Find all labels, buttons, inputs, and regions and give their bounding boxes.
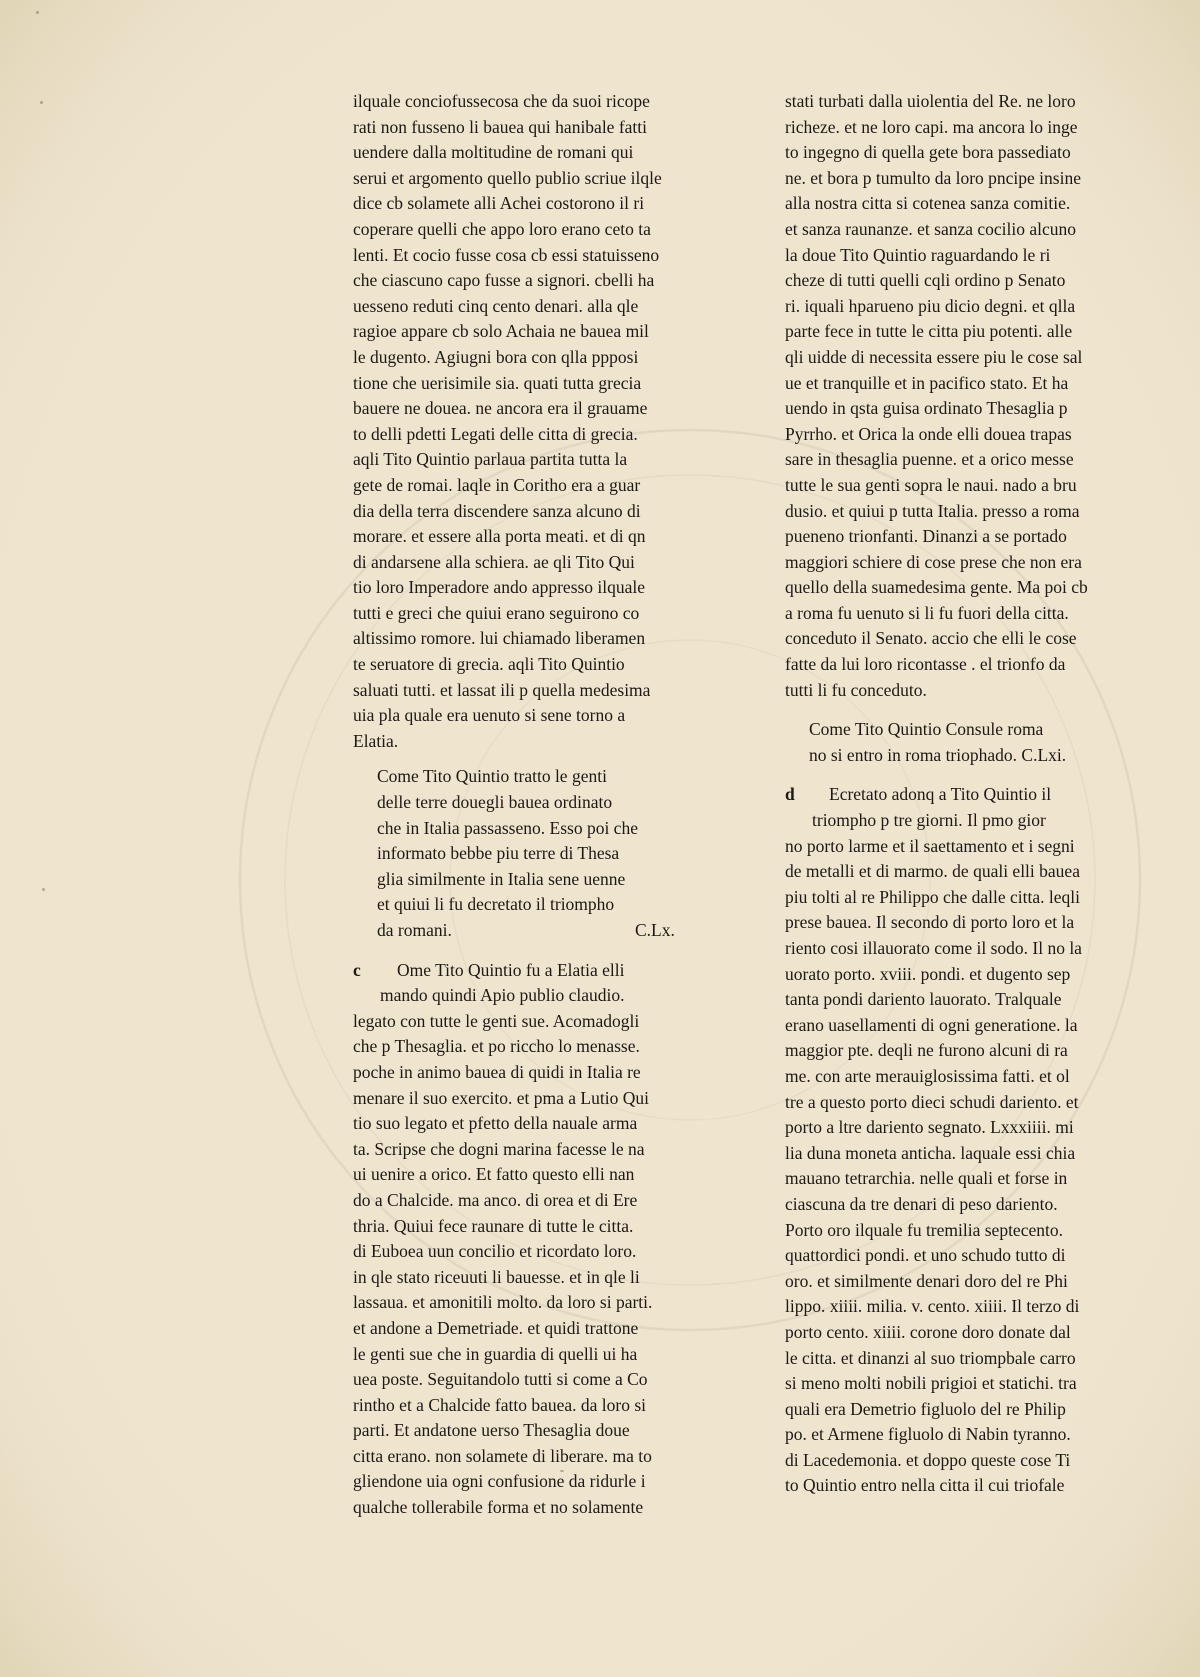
text-line: tutte le sua genti sopra le naui. nado a bru	[785, 474, 1077, 495]
text-line: di Euboea uun concilio et ricordato loro.	[353, 1241, 637, 1262]
text-line: stati turbati dalla uiolentia del Re. ne loro	[785, 91, 1076, 111]
text-line: sare in thesaglia puenne. et a orico messe	[785, 449, 1074, 470]
text-line: qualche tollerabile forma et no solamente	[353, 1497, 644, 1518]
text-line: thria. Quiui fece raunare di tutte le citta.	[353, 1215, 634, 1236]
text-line: tre a questo porto dieci schudi dariento. et	[785, 1091, 1079, 1112]
text-line: Ome Tito Quintio fu a Elatia elli	[397, 959, 625, 980]
text-line: che ciascuno capo fusse a signori. cbelli ha	[353, 270, 655, 291]
text-line: lippo. xiiii. milia. v. cento. xiiii. Il terzo di	[785, 1296, 1080, 1317]
text-line: cheze di tutti quelli cqli ordino p Senato	[785, 270, 1066, 291]
text-line: quali era Demetrio figluolo del re Philip	[785, 1398, 1066, 1419]
text-line: do a Chalcide. ma anco. di orea et di Ere	[353, 1189, 638, 1210]
text-line: piu tolti al re Philippo che dalle citta. leqli	[785, 886, 1080, 907]
ink-spot	[40, 101, 43, 104]
text-line: et sanza raunanze. et sanza cocilio alcuno	[785, 218, 1077, 239]
text-line: in qle stato riceuuti li bauesse. et in qle li	[353, 1266, 640, 1287]
text-line: che p Thesaglia. et po riccho lo menasse.	[353, 1036, 640, 1057]
text-line: to Quintio entro nella citta il cui triofale	[785, 1475, 1065, 1496]
text-line: qli uidde di necessita essere piu le cose sal	[785, 346, 1083, 367]
text-line: maggior pte. deqli ne furono alcuni di ra	[785, 1040, 1068, 1061]
text-line: legato con tutte le genti sue. Acomadogli	[353, 1010, 640, 1031]
text-line: porto cento. xiiii. corone doro donate dal	[785, 1321, 1071, 1342]
text-line: lenti. Et cocio fusse cosa cb essi statuisseno	[353, 244, 660, 265]
left-column	[353, 89, 693, 1521]
text-line: bauere ne douea. ne ancora era il grauame	[353, 398, 648, 419]
text-line: citta erano. non solamete di liberare. ma to	[353, 1445, 652, 1466]
text-line: ciascuna da tre denari di peso dariento.	[785, 1193, 1058, 1214]
spacer	[353, 754, 693, 764]
text-line: de metalli et di marmo. de quali elli bauea	[785, 861, 1080, 882]
text-line: le dugento. Agiugni bora con qlla ppposi	[353, 346, 639, 367]
right-paragraph-2	[785, 782, 1125, 1499]
text-line: uea poste. Seguitandolo tutti si come a Co	[353, 1369, 648, 1390]
text-line: me. con arte merauiglosissima fatti. et ol	[785, 1065, 1070, 1086]
text-line: la doue Tito Quintio raguardando le ri	[785, 244, 1051, 265]
heading-line: delle terre douegli bauea ordinato	[377, 792, 613, 813]
text-line: pueneno trionfanti. Dinanzi a se portado	[785, 526, 1067, 547]
text-line: to delli pdetti Legati delle citta di grecia.	[353, 423, 638, 444]
spacer	[785, 703, 1125, 717]
text-line: le genti sue che in guardia di quelli ui ha	[353, 1343, 638, 1364]
text-line: no porto larme et il saettamento et i segni	[785, 835, 1075, 856]
text-line: mando quindi Apio publio claudio.	[380, 985, 625, 1006]
heading-line: che in Italia passasseno. Esso poi che	[377, 817, 638, 838]
left-paragraph-1	[353, 89, 693, 754]
text-line: di andarsene alla schiera. ae qli Tito Qui	[353, 551, 635, 572]
heading-line: Come Tito Quintio tratto le genti	[377, 766, 607, 787]
text-line: ragioe appare cb solo Achaia ne bauea mil	[353, 321, 649, 342]
text-line: porto a ltre dariento segnato. Lxxxiiii. mi	[785, 1117, 1074, 1138]
text-line: ne. et bora p tumulto da loro pncipe insine	[785, 167, 1081, 188]
text-line: uesseno reduti cinq cento denari. alla qle	[353, 295, 639, 316]
text-line: quattordici pondi. et uno schudo tutto di	[785, 1245, 1066, 1266]
text-line: morare. et essere alla porta meati. et di qn	[353, 526, 646, 547]
text-line: tanta pondi dariento lauorato. Tralquale	[785, 989, 1062, 1010]
heading-line	[353, 918, 693, 944]
text-line: uia pla quale era uenuto si sene torno a	[353, 705, 626, 726]
text-line: uorato porto. xviii. pondi. et dugento sep	[785, 963, 1071, 984]
left-paragraph-2	[353, 958, 693, 1521]
text-line: quello della suamedesima gente. Ma poi cb	[785, 577, 1088, 598]
text-line: Pyrrho. et Orica la onde elli douea trapas	[785, 423, 1072, 444]
text-line: tutti li fu conceduto.	[785, 679, 927, 700]
right-column	[785, 89, 1125, 1499]
ink-spot	[36, 11, 39, 14]
text-line: ta. Scripse che dogni marina facesse le na	[353, 1138, 645, 1159]
heading-line: informato bebbe piu terre di Thesa	[377, 843, 620, 864]
text-line: tio suo legato et pfetto della nauale arma	[353, 1113, 638, 1134]
chapter-heading-lx	[353, 764, 693, 943]
right-paragraph-1	[785, 89, 1125, 703]
text-line: po. et Armene figluolo di Nabin tyranno.	[785, 1424, 1071, 1445]
initial-letter-guide: c	[353, 959, 361, 980]
heading-line: et quiui li fu decretato il triompho	[377, 894, 615, 915]
text-line: fatte da lui loro ricontasse . el trionfo da	[785, 654, 1066, 675]
text-line: oro. et similmente denari doro del re Phi	[785, 1270, 1068, 1291]
text-line: parti. Et andatone uerso Thesaglia doue	[353, 1420, 630, 1441]
heading-line: Come Tito Quintio Consule roma	[809, 719, 1044, 740]
text-line: saluati tutti. et lassat ili p quella medesima	[353, 679, 651, 700]
text-line: to ingegno di quella gete bora passediato	[785, 142, 1071, 163]
text-line: gliendone uia ogni confusione da ridurle i	[353, 1471, 646, 1492]
text-line: dusio. et quiui p tutta Italia. presso a roma	[785, 500, 1080, 521]
heading-line-text: da romani.	[377, 920, 452, 940]
text-line: le citta. et dinanzi al suo triompbale carro	[785, 1347, 1076, 1368]
text-line: a roma fu uenuto si li fu fuori della citta.	[785, 602, 1069, 623]
text-line: riento cosi illauorato come il sodo. Il no la	[785, 938, 1082, 958]
text-line: mauano tetrarchia. nelle quali et forse in	[785, 1168, 1068, 1189]
initial-letter-guide: d	[785, 784, 795, 805]
spacer	[785, 768, 1125, 782]
text-line: altissimo romore. lui chiamado liberamen	[353, 628, 646, 649]
text-line: ui uenire a orico. Et fatto questo elli nan	[353, 1164, 635, 1185]
chapter-number: C.Lx.	[635, 920, 675, 940]
text-line: uendere dalla moltitudine de romani qui	[353, 142, 634, 163]
text-line: uendo in qsta guisa ordinato Thesaglia p	[785, 398, 1068, 419]
text-line: tione che uerisimile sia. quati tutta grecia	[353, 372, 642, 393]
text-line: richeze. et ne loro capi. ma ancora lo inge	[785, 116, 1078, 137]
text-line: aqli Tito Quintio parlaua partita tutta la	[353, 449, 628, 470]
text-line: serui et argomento quello publio scriue ilqle	[353, 167, 662, 188]
text-line: ilquale conciofussecosa che da suoi ricope	[353, 91, 650, 111]
text-line: Elatia.	[353, 730, 399, 751]
text-line: tio loro Imperadore ando appresso ilquale	[353, 577, 646, 598]
text-line: erano uasellamenti di ogni generatione. la	[785, 1014, 1078, 1035]
text-line: Porto oro ilquale fu tremilia septecento.	[785, 1219, 1063, 1240]
text-line: ue et tranquille et in pacifico stato. Et ha	[785, 372, 1069, 393]
text-line: parte fece in tutte le citta piu potenti. alle	[785, 321, 1073, 342]
text-line: tutti e greci che quiui erano seguirono co	[353, 602, 640, 623]
text-line: dice cb solamete alli Achei costorono il ri	[353, 193, 645, 214]
ink-spot	[42, 888, 45, 891]
text-line: Ecretato adonq a Tito Quintio il	[829, 784, 1052, 805]
text-line: et andone a Demetriade. et quidi trattone	[353, 1317, 639, 1338]
text-line: ri. iquali hparueno piu dicio degni. et qlla	[785, 295, 1076, 316]
text-line: dia della terra discendere sanza alcuno di	[353, 500, 641, 521]
text-line: menare il suo exercito. et pma a Lutio Qui	[353, 1087, 649, 1108]
text-line: si meno molti nobili prigioi et statichi. tra	[785, 1373, 1077, 1394]
text-line: rintho et a Chalcide fatto bauea. da loro si	[353, 1394, 647, 1415]
text-line: poche in animo bauea di quidi in Italia re	[353, 1061, 641, 1082]
text-line: maggiori schiere di cose prese che non era	[785, 551, 1082, 572]
text-line: te seruatore di grecia. aqli Tito Quintio	[353, 654, 625, 675]
text-line: prese bauea. Il secondo di porto loro et la	[785, 912, 1075, 933]
text-line: alla nostra citta si cotenea sanza comitie.	[785, 193, 1071, 214]
text-line: triompho p tre giorni. Il pmo gior	[812, 810, 1046, 831]
heading-line: no si entro in roma triophado. C.Lxi.	[809, 744, 1067, 765]
text-line: rati non fusseno li bauea qui hanibale fatti	[353, 116, 648, 137]
text-line: di Lacedemonia. et doppo queste cose Ti	[785, 1449, 1071, 1470]
spacer	[353, 944, 693, 958]
chapter-heading-lxi	[785, 717, 1125, 768]
text-line: conceduto il Senato. accio che elli le cose	[785, 628, 1077, 649]
heading-line: glia similmente in Italia sene uenne	[377, 868, 626, 889]
text-line: lia duna moneta anticha. laquale essi chia	[785, 1142, 1076, 1163]
text-line: coperare quelli che appo loro erano ceto ta	[353, 218, 651, 239]
text-line: lassaua. et amonitili molto. da loro si parti.	[353, 1292, 653, 1313]
text-line: gete de romai. laqle in Coritho era a guar	[353, 474, 641, 495]
